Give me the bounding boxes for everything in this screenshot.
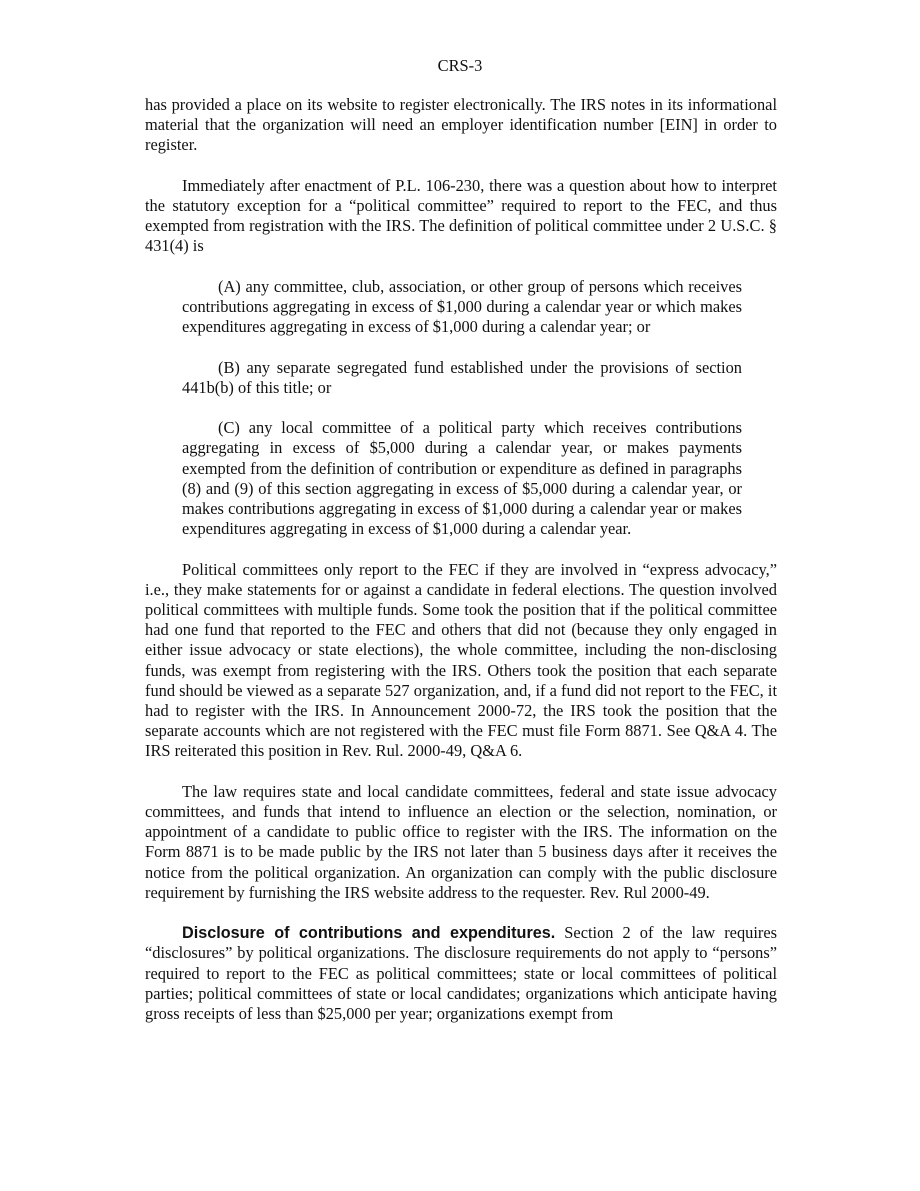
- page-header: CRS-3: [437, 56, 483, 75]
- paragraph-registration-requirement: The law requires state and local candidate committees, federal and state issue advocacy committees, and funds that intend to influence an election or the selection, nomination, or appointment of a candidate to public office to register with the IRS. The information on the Form 8871 is to be made public by the IRS not later than 5 business days after it receives the notice from the political organization. An organization can comply with the public disclosure requirement by furnishing the IRS website address to the requester. Rev. Rul 2000-49.: [145, 781, 777, 902]
- paragraph-disclosure: [145, 923, 777, 1024]
- quote-item-a: (A) any committee, club, association, or other group of persons which receives contributions aggregating in excess of $1,000 during a calendar year or which makes expenditures aggregating in excess of $1,000 during a calendar year; or: [182, 276, 742, 337]
- quote-item-b: (B) any separate segregated fund established under the provisions of section 441b(b) of this title; or: [182, 357, 742, 397]
- section-heading-disclosure: Disclosure of contributions and expenditures.: [182, 924, 556, 943]
- paragraph-statutory-exception: Immediately after enactment of P.L. 106-230, there was a question about how to interpret the statutory exception for a “political committee” required to report to the FEC, and thus exempted from registration with the IRS. The definition of political committee under 2 U.S.C. § 431(4) is: [145, 175, 777, 256]
- block-quote-definition: [182, 277, 742, 540]
- paragraph-ein: has provided a place on its website to register electronically. The IRS notes in its informational material that the organization will need an employer identification number [EIN] in order to register.: [145, 95, 777, 155]
- paragraph-disclosure-text: Section 2 of the law requires “disclosures” by political organizations. The disclosure requirements do not apply to “persons” required to report to the FEC as political committees; state or local committees of political parties; political committees of state or local candidates; organizations which anticipate having gross receipts of less than $25,000 per year; organizations exempt from: [145, 923, 778, 1024]
- quote-item-c: (C) any local committee of a political party which receives contributions aggregating in excess of $5,000 during a calendar year, or makes payments exempted from the definition of contribution or expenditure as defined in paragraphs (8) and (9) of this section aggregating in excess of $5,000 during a calendar year, or makes contributions aggregating in excess of $1,000 during a calendar year or makes expenditures aggregating in excess of $1,000 during a calendar year.: [182, 418, 742, 539]
- paragraph-express-advocacy: Political committees only report to the FEC if they are involved in “express advocacy,” i.e., they make statements for or against a candidate in federal elections. The question involved political committees with multiple funds. Some took the position that if the political committee had one fund that reported to the FEC and others that did not (because they only engaged in either issue advocacy or state elections), the whole committee, including the non-disclosing funds, was exempt from registering with the IRS. Others took the position that each separate fund should be viewed as a separate 527 organization, and, if a fund did not report to the FEC, it had to register with the IRS. In Announcement 2000-72, the IRS took the position that the separate accounts which are not registered with the FEC must file Form 8871. See Q&A 4. The IRS reiterated this position in Rev. Rul. 2000-49, Q&A 6.: [145, 559, 777, 761]
- body-text: [145, 95, 777, 1024]
